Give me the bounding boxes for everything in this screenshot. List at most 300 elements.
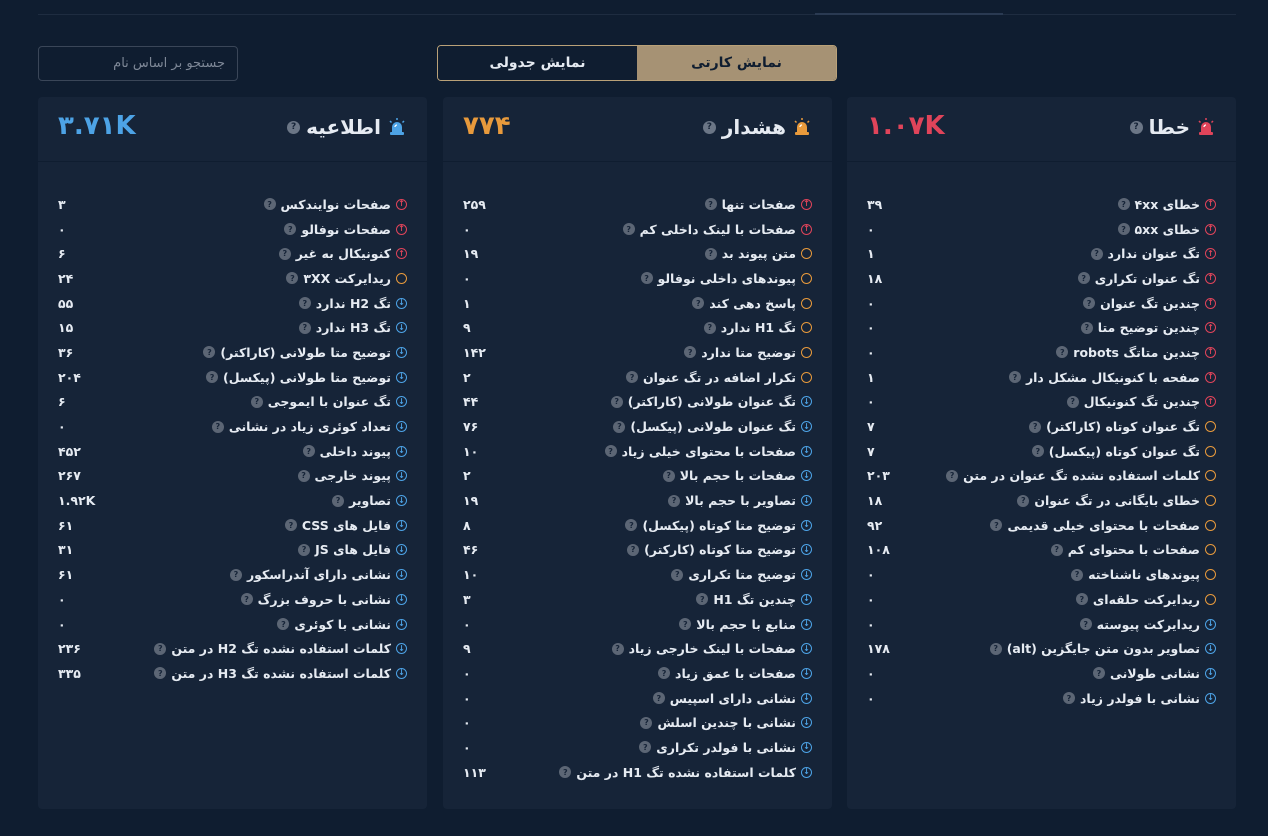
help-icon[interactable]: ?: [285, 519, 297, 531]
issue-label: تصاویر با حجم بالا: [685, 493, 796, 509]
issue-count: ۱۸: [867, 493, 883, 509]
issue-row[interactable]: [58, 414, 407, 439]
issue-label-group: [206, 370, 407, 385]
help-icon[interactable]: ?: [658, 667, 670, 679]
issue-label: ریدایرکت ۳XX: [303, 270, 391, 286]
issue-label-group: [663, 468, 812, 483]
help-icon[interactable]: ?: [990, 519, 1002, 531]
arrow-down-circle-icon: ↓: [396, 421, 407, 432]
issue-label-group: [1118, 222, 1216, 237]
issue-label: فایل های CSS: [301, 517, 391, 533]
help-icon[interactable]: ?: [1093, 667, 1105, 679]
issue-row[interactable]: [463, 439, 812, 464]
issue-row[interactable]: [867, 612, 1216, 637]
issue-count: ۰: [58, 419, 66, 435]
help-icon[interactable]: ?: [154, 667, 166, 679]
issue-row[interactable]: [867, 686, 1216, 711]
view-toggle: [437, 45, 837, 81]
issue-label-group: [1081, 320, 1216, 335]
help-icon[interactable]: ?: [613, 421, 625, 433]
issue-row[interactable]: [463, 192, 812, 217]
issue-row[interactable]: [463, 414, 812, 439]
help-icon[interactable]: ?: [1029, 421, 1041, 433]
issue-label-group: [658, 666, 812, 681]
issue-label: توضیح متا طولانی (پیکسل): [223, 369, 391, 385]
issue-label: چندین تگ کنونیکال: [1083, 394, 1200, 410]
issue-count: ۲۵۹: [463, 196, 486, 212]
issue-list: [58, 192, 407, 686]
issue-count: ۰: [58, 616, 66, 632]
circle-icon: [801, 372, 812, 383]
issue-row[interactable]: [463, 760, 812, 785]
issue-row[interactable]: [867, 513, 1216, 538]
help-icon[interactable]: ?: [612, 643, 624, 655]
issue-label: نشانی طولانی: [1109, 665, 1200, 681]
issue-count: ۰: [867, 567, 875, 583]
issue-count: ۰: [867, 320, 875, 336]
help-icon[interactable]: ?: [946, 470, 958, 482]
issue-label-group: [627, 542, 812, 557]
issue-label: تگ عنوان کوتاه (کاراکتر): [1046, 419, 1200, 435]
issue-label-group: [684, 345, 812, 360]
circle-icon: [801, 298, 812, 309]
issue-label: صفحات با محتوای خیلی قدیمی: [1007, 517, 1200, 533]
issue-count: ۱: [463, 295, 471, 311]
issue-row[interactable]: [867, 291, 1216, 316]
issue-row[interactable]: [58, 587, 407, 612]
arrow-down-circle-icon: ↓: [801, 446, 812, 457]
issue-row[interactable]: [463, 365, 812, 390]
issue-row[interactable]: [463, 735, 812, 760]
issue-row[interactable]: [867, 587, 1216, 612]
issue-label: نشانی با فولدر تکراری: [656, 739, 796, 755]
arrow-up-circle-icon: ↑: [396, 224, 407, 235]
issue-label-group: [653, 691, 812, 706]
issue-label-group: [1063, 691, 1216, 706]
issue-count: ۰: [463, 665, 471, 681]
arrow-up-circle-icon: ↑: [1205, 347, 1216, 358]
issue-label-group: [611, 394, 812, 409]
issue-count: ۰: [463, 616, 471, 632]
issue-label: نشانی با حروف بزرگ: [257, 591, 391, 607]
help-icon[interactable]: ?: [299, 297, 311, 309]
issue-label-group: [990, 518, 1216, 533]
issue-list: [463, 192, 812, 785]
issue-label: صفحه با کنونیکال مشکل دار: [1025, 369, 1200, 385]
arrow-down-circle-icon: ↓: [801, 569, 812, 580]
card-title-text: خطا: [1148, 115, 1190, 139]
issue-row[interactable]: [58, 513, 407, 538]
issue-label: نشانی با چندین اسلش: [657, 715, 796, 731]
issue-row[interactable]: [58, 192, 407, 217]
issue-count: ۰: [58, 591, 66, 607]
issue-label-group: [605, 444, 812, 459]
issue-label-group: [1017, 493, 1216, 508]
issue-row[interactable]: [463, 710, 812, 735]
issue-row[interactable]: [867, 414, 1216, 439]
issue-count: ۳۱: [58, 542, 74, 558]
issue-label: تگ عنوان طولانی (کاراکتر): [627, 394, 796, 410]
card-header: [847, 97, 1236, 162]
issue-row[interactable]: [58, 636, 407, 661]
issue-label: چندین تگ عنوان: [1100, 295, 1200, 311]
issue-count: ۰: [867, 665, 875, 681]
issue-count: ۱۴۲: [463, 344, 486, 360]
arrow-up-circle-icon: ↑: [1205, 199, 1216, 210]
arrow-up-circle-icon: ↑: [1205, 248, 1216, 259]
issue-label: پیوند خارجی: [314, 468, 391, 484]
table-view-button[interactable]: نمایش جدولی: [438, 46, 637, 80]
circle-icon: [1205, 520, 1216, 531]
card-header: [443, 97, 832, 162]
issue-count: ۳۶: [58, 344, 74, 360]
help-icon[interactable]: ?: [705, 198, 717, 210]
issue-row[interactable]: [867, 488, 1216, 513]
circle-icon: [396, 273, 407, 284]
issue-row[interactable]: [463, 315, 812, 340]
help-icon[interactable]: ?: [1130, 121, 1143, 134]
arrow-down-circle-icon: ↓: [396, 668, 407, 679]
issue-row[interactable]: [463, 488, 812, 513]
issue-label-group: [692, 296, 812, 311]
issue-row[interactable]: [58, 390, 407, 415]
help-icon[interactable]: ?: [703, 121, 716, 134]
issue-label-group: [623, 222, 812, 237]
help-icon[interactable]: ?: [279, 248, 291, 260]
issue-count: ۱۱۳: [463, 764, 486, 780]
info-card: [38, 97, 427, 809]
help-icon[interactable]: ?: [264, 198, 276, 210]
issue-list: [867, 192, 1216, 710]
issue-row[interactable]: [58, 291, 407, 316]
issue-row[interactable]: [463, 636, 812, 661]
arrow-down-circle-icon: ↓: [396, 446, 407, 457]
arrow-down-circle-icon: ↓: [801, 520, 812, 531]
issue-count: ۱۰۸: [867, 542, 890, 558]
top-divider: [38, 14, 1236, 15]
issue-label-group: [1009, 370, 1216, 385]
issue-label: صفحات نوفالو: [301, 221, 391, 237]
circle-icon: [1205, 421, 1216, 432]
help-icon[interactable]: ?: [1067, 396, 1079, 408]
issue-label: توضیح متا طولانی (کاراکتر): [220, 344, 391, 360]
issue-count: ۲۴: [58, 270, 74, 286]
help-icon[interactable]: ?: [684, 346, 696, 358]
help-icon[interactable]: ?: [230, 569, 242, 581]
issue-row[interactable]: [867, 661, 1216, 686]
issue-label-group: [946, 468, 1216, 483]
arrow-down-circle-icon: ↓: [801, 643, 812, 654]
issue-label: تگ عنوان تکراری: [1094, 270, 1200, 286]
issue-row[interactable]: [58, 315, 407, 340]
issue-row[interactable]: [463, 241, 812, 266]
help-icon[interactable]: ?: [639, 741, 651, 753]
issue-row[interactable]: [867, 439, 1216, 464]
help-icon[interactable]: ?: [332, 495, 344, 507]
issue-label: توضیح متا ندارد: [701, 344, 796, 360]
issue-row[interactable]: [463, 217, 812, 242]
help-icon[interactable]: ?: [251, 396, 263, 408]
issue-count: ۹: [463, 641, 471, 657]
issue-count: ۸: [463, 517, 471, 533]
help-icon[interactable]: ?: [705, 248, 717, 260]
issue-row[interactable]: [867, 315, 1216, 340]
issue-label-group: [1093, 666, 1216, 681]
arrow-up-circle-icon: ↑: [1205, 273, 1216, 284]
issue-label: تعداد کوئری زیاد در نشانی: [228, 419, 391, 435]
help-icon[interactable]: ?: [1056, 346, 1068, 358]
issue-label: تگ عنوان ندارد: [1107, 246, 1200, 262]
help-icon[interactable]: ?: [206, 371, 218, 383]
help-icon[interactable]: ?: [671, 569, 683, 581]
arrow-down-circle-icon: ↓: [396, 594, 407, 605]
issue-label-group: [298, 542, 407, 557]
help-icon[interactable]: ?: [212, 421, 224, 433]
arrow-down-circle-icon: ↓: [801, 396, 812, 407]
issue-label: خطای ۵xx: [1134, 221, 1200, 237]
issue-label: کلمات استفاده نشده تگ عنوان در متن: [963, 468, 1200, 484]
error-card: [847, 97, 1236, 809]
card-title-text: اطلاعیه: [306, 115, 381, 139]
issue-row[interactable]: [58, 538, 407, 563]
arrow-down-circle-icon: ↓: [801, 668, 812, 679]
card-count: ۷۷۴: [463, 111, 511, 141]
issue-label-group: [154, 641, 407, 656]
issue-count: ۰: [867, 295, 875, 311]
issue-count: ۲۳۶: [58, 641, 81, 657]
issue-count: ۰: [463, 221, 471, 237]
help-icon[interactable]: ?: [1071, 569, 1083, 581]
issue-count: ۱۰: [463, 443, 479, 459]
issue-count: ۶۱: [58, 567, 74, 583]
issue-label-group: [704, 320, 812, 335]
help-icon[interactable]: ?: [1083, 297, 1095, 309]
issue-count: ۷: [867, 419, 875, 435]
issue-row[interactable]: [58, 488, 407, 513]
issue-label: صفحات تنها: [721, 196, 796, 212]
issue-row[interactable]: [463, 513, 812, 538]
arrow-down-circle-icon: ↓: [396, 298, 407, 309]
help-icon[interactable]: ?: [611, 396, 623, 408]
circle-icon: [801, 273, 812, 284]
issue-label-group: [1051, 542, 1216, 557]
issue-row[interactable]: [867, 562, 1216, 587]
help-icon[interactable]: ?: [1118, 198, 1130, 210]
help-icon[interactable]: ?: [277, 618, 289, 630]
help-icon[interactable]: ?: [559, 766, 571, 778]
issue-count: ۱۹: [463, 246, 479, 262]
issue-row[interactable]: [58, 340, 407, 365]
issue-label: کلمات استفاده نشده تگ H2 در متن: [171, 641, 391, 657]
issue-count: ۳: [58, 196, 66, 212]
issue-row[interactable]: [867, 266, 1216, 291]
issue-label: کلمات استفاده نشده تگ H1 در متن: [576, 764, 796, 780]
issue-row[interactable]: [867, 217, 1216, 242]
help-icon[interactable]: ?: [1063, 692, 1075, 704]
help-icon[interactable]: ?: [1080, 618, 1092, 630]
issue-row[interactable]: [867, 365, 1216, 390]
issue-label: نشانی دارای آندراسکور: [246, 567, 391, 583]
issue-label-group: [277, 617, 407, 632]
issue-label-group: [285, 518, 407, 533]
help-icon[interactable]: ?: [1017, 495, 1029, 507]
help-icon[interactable]: ?: [203, 346, 215, 358]
card-title: [287, 115, 407, 139]
issue-label-group: [1056, 345, 1216, 360]
issue-row[interactable]: [58, 464, 407, 489]
issue-row[interactable]: [463, 587, 812, 612]
help-icon[interactable]: ?: [704, 322, 716, 334]
warning-card: [443, 97, 832, 809]
issue-row[interactable]: [58, 439, 407, 464]
help-icon[interactable]: ?: [653, 692, 665, 704]
issue-label: توضیح متا کوتاه (پیکسل): [642, 517, 796, 533]
issue-label-group: [298, 468, 407, 483]
help-icon[interactable]: ?: [286, 272, 298, 284]
issue-row[interactable]: [867, 636, 1216, 661]
help-icon[interactable]: ?: [692, 297, 704, 309]
issue-row[interactable]: [463, 538, 812, 563]
issue-label: تگ عنوان طولانی (پیکسل): [630, 419, 796, 435]
issue-label-group: [154, 666, 407, 681]
issue-label: پیوند داخلی: [319, 443, 391, 459]
help-icon[interactable]: ?: [627, 544, 639, 556]
help-icon[interactable]: ?: [625, 519, 637, 531]
issue-label: چندین توضیح متا: [1097, 320, 1200, 336]
issue-row[interactable]: [463, 291, 812, 316]
issue-label-group: [668, 493, 812, 508]
arrow-down-circle-icon: ↓: [396, 619, 407, 630]
issue-count: ۶۱: [58, 517, 74, 533]
help-icon[interactable]: ?: [641, 272, 653, 284]
issue-row[interactable]: [463, 686, 812, 711]
help-icon[interactable]: ?: [284, 223, 296, 235]
issue-row[interactable]: [867, 464, 1216, 489]
issue-count: ۹: [463, 320, 471, 336]
help-icon[interactable]: ?: [990, 643, 1002, 655]
help-icon[interactable]: ?: [1009, 371, 1021, 383]
help-icon[interactable]: ?: [299, 322, 311, 334]
card-title: [703, 115, 812, 139]
help-icon[interactable]: ?: [623, 223, 635, 235]
issue-label-group: [332, 493, 407, 508]
issue-row[interactable]: [463, 340, 812, 365]
circle-icon: [801, 248, 812, 259]
help-icon[interactable]: ?: [1032, 445, 1044, 457]
help-icon[interactable]: ?: [663, 470, 675, 482]
help-icon[interactable]: ?: [1081, 322, 1093, 334]
issue-label: تکرار اضافه در تگ عنوان: [643, 369, 796, 385]
search-input[interactable]: [38, 46, 238, 81]
issue-count: ۱۷۸: [867, 641, 890, 657]
arrow-up-circle-icon: ↑: [1205, 322, 1216, 333]
circle-icon: [1205, 594, 1216, 605]
help-icon[interactable]: ?: [303, 445, 315, 457]
circle-icon: [801, 347, 812, 358]
arrow-down-circle-icon: ↓: [1205, 643, 1216, 654]
issue-row[interactable]: [58, 562, 407, 587]
help-icon[interactable]: ?: [1091, 248, 1103, 260]
issue-label: تگ عنوان با ایموجی: [267, 394, 391, 410]
issue-row[interactable]: [58, 365, 407, 390]
circle-icon: [1205, 495, 1216, 506]
issue-row[interactable]: [867, 241, 1216, 266]
arrow-up-circle-icon: ↑: [801, 224, 812, 235]
issue-label-group: [612, 641, 812, 656]
help-icon[interactable]: ?: [241, 593, 253, 605]
issue-label-group: [671, 567, 812, 582]
help-icon[interactable]: ?: [287, 121, 300, 134]
issue-row[interactable]: [463, 390, 812, 415]
issue-row[interactable]: [867, 340, 1216, 365]
issue-count: ۱: [867, 246, 875, 262]
issue-row[interactable]: [463, 464, 812, 489]
arrow-down-circle-icon: ↓: [396, 396, 407, 407]
circle-icon: [801, 322, 812, 333]
issue-label-group: [1071, 567, 1216, 582]
issue-label: تگ عنوان کوتاه (پیکسل): [1048, 443, 1200, 459]
issue-row[interactable]: [463, 661, 812, 686]
siren-icon: [1196, 117, 1216, 137]
help-icon[interactable]: ?: [1118, 223, 1130, 235]
issue-label: کنونیکال به غیر: [295, 246, 391, 262]
help-icon[interactable]: ?: [696, 593, 708, 605]
arrow-down-circle-icon: ↓: [801, 594, 812, 605]
issue-label: خطای ۴xx: [1134, 196, 1200, 212]
issue-row[interactable]: [463, 266, 812, 291]
help-icon[interactable]: ?: [640, 717, 652, 729]
help-icon[interactable]: ?: [1078, 272, 1090, 284]
issue-row[interactable]: [58, 266, 407, 291]
issue-row[interactable]: [58, 661, 407, 686]
issue-count: ۷۶: [463, 419, 479, 435]
issue-row[interactable]: [867, 538, 1216, 563]
issue-row[interactable]: [463, 562, 812, 587]
issue-count: ۶: [58, 394, 66, 410]
help-icon[interactable]: ?: [298, 544, 310, 556]
issue-label-group: [241, 592, 407, 607]
issue-label-group: [1080, 617, 1216, 632]
issue-row[interactable]: [58, 612, 407, 637]
issue-row[interactable]: [867, 192, 1216, 217]
help-icon[interactable]: ?: [679, 618, 691, 630]
arrow-up-circle-icon: ↑: [396, 248, 407, 259]
issue-count: ۲: [463, 468, 471, 484]
help-icon[interactable]: ?: [626, 371, 638, 383]
issue-row[interactable]: [58, 241, 407, 266]
issue-row[interactable]: [58, 217, 407, 242]
issue-label-group: [679, 617, 812, 632]
issue-row[interactable]: [867, 390, 1216, 415]
help-icon[interactable]: ?: [605, 445, 617, 457]
issue-label-group: [640, 715, 812, 730]
help-icon[interactable]: ?: [298, 470, 310, 482]
issue-label-group: [303, 444, 407, 459]
card-count: ۱.۰۷K: [867, 111, 945, 141]
issue-count: ۰: [867, 591, 875, 607]
help-icon[interactable]: ?: [1051, 544, 1063, 556]
issue-count: ۰: [463, 715, 471, 731]
help-icon[interactable]: ?: [1076, 593, 1088, 605]
issue-row[interactable]: [463, 612, 812, 637]
card-view-button[interactable]: نمایش کارتی: [637, 46, 836, 80]
help-icon[interactable]: ?: [154, 643, 166, 655]
help-icon[interactable]: ?: [668, 495, 680, 507]
issue-count: ۰: [867, 690, 875, 706]
arrow-down-circle-icon: ↓: [396, 470, 407, 481]
issue-label: چندین متاتگ robots: [1073, 344, 1200, 360]
arrow-down-circle-icon: ↓: [801, 619, 812, 630]
